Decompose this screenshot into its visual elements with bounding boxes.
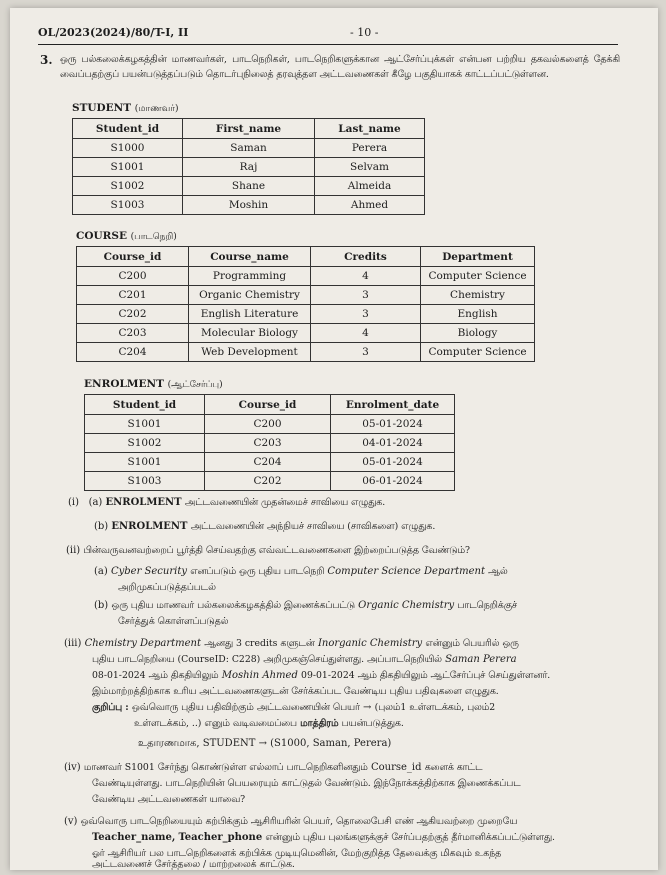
table-cell: S1001 <box>85 453 205 472</box>
question-text: எனப்படும் ஒரு புதிய பாடநெறி <box>190 566 325 577</box>
table-row <box>77 305 535 324</box>
question-iv-line3: வேண்டிய அட்டவணைகள் யாவை? <box>92 794 246 805</box>
table-cell: Molecular Biology <box>189 324 311 343</box>
question-i-b <box>94 519 435 535</box>
table-cell: Shane <box>183 177 315 196</box>
table-header-row <box>73 119 425 139</box>
note-label: குறிப்பு : <box>92 702 129 713</box>
table-cell: C202 <box>205 472 331 491</box>
field-name: Course_id <box>370 762 422 773</box>
question-text: என்னும் புதிய புலங்களுக்குச் சேர்ப்பதற்குத் தீர்மானிக்கப்பட்டுள்ளது. <box>265 832 555 843</box>
question-text: என்னும் பெயரில் ஒரு <box>425 638 519 649</box>
enrolment-title-ta: (ஆட்சேர்ப்பு) <box>167 380 223 390</box>
table-row <box>77 343 535 362</box>
sub-number: (iii) <box>64 638 82 649</box>
enrolment-table-title <box>84 378 223 391</box>
column-header: Course_name <box>189 247 311 267</box>
student-table <box>72 118 425 215</box>
question-intro: ஒரு பல்கலைக்கழகத்தின் மாணவர்கள், பாடநெறிகள், பாடநெறிகளுக்கான ஆட்சேர்ப்புக்கள் என்பன பற்றிய தகவல்களைத் தேக்கி வைப்பதற்குப் பயன்படுத்தப்படும் தொடர்புநிலைத் தரவுத்தள அட்டவணைகள் கீழே பகுதியாகக் காட்டப்பட்டுள்ளன. <box>60 54 620 80</box>
question-text: ஆல் <box>488 566 508 577</box>
student-name: Saman Perera <box>445 654 517 665</box>
course-table-title <box>76 230 177 243</box>
sub-number: (v) <box>64 816 78 827</box>
question-text: அட்டவணையின் அந்நியச் சாவியை (சாவிகளை) எழுதுக. <box>190 521 436 532</box>
question-text: புதிய பாடநெறியை (CourseID: C228) அறிமுகஞ்செய்துள்ளது. அப்பாடநெறியில் <box>92 654 442 665</box>
field-name: Teacher_phone <box>178 832 263 843</box>
question-text: ஒரு புதிய மாணவர் பல்கலைக்கழகத்தில் இணைக்கப்பட்டு <box>111 600 355 611</box>
table-row <box>85 434 455 453</box>
table-cell: Almeida <box>315 177 425 196</box>
column-header: Course_id <box>205 395 331 415</box>
table-name: ENROLMENT <box>105 497 182 508</box>
table-cell: 4 <box>311 267 421 286</box>
table-header-row <box>77 247 535 267</box>
part-number: (a) <box>88 497 103 508</box>
table-cell: Moshin <box>183 196 315 215</box>
question-iii-line3 <box>92 668 550 684</box>
question-v-line2 <box>92 830 555 846</box>
question-iv-line2: வேண்டியுள்ளது. பாடநெறியின் பெயரையும் காட்டுதல் வேண்டும். இந்நோக்கத்திற்காக இணைக்கப்பட <box>92 778 521 789</box>
question-i-a <box>68 495 385 511</box>
table-cell: C200 <box>205 415 331 434</box>
question-text: 08-01-2024 ஆம் திகதியிலும் <box>92 670 219 681</box>
table-cell: Saman <box>183 139 315 158</box>
enrolment-table <box>84 394 455 491</box>
table-row <box>77 286 535 305</box>
page-number: - 10 - <box>350 26 379 39</box>
table-cell: Web Development <box>189 343 311 362</box>
table-cell: C203 <box>205 434 331 453</box>
sub-number: (ii) <box>66 545 81 556</box>
course-name: Organic Chemistry <box>358 600 455 611</box>
table-cell: S1002 <box>73 177 183 196</box>
separator: , <box>171 832 176 843</box>
table-name: ENROLMENT <box>111 521 188 532</box>
part-number: (b) <box>94 600 109 611</box>
table-cell: 3 <box>311 343 421 362</box>
column-header: Student_id <box>73 119 183 139</box>
table-cell: 05-01-2024 <box>331 453 455 472</box>
table-cell: C200 <box>77 267 189 286</box>
paper-code: OL/2023(2024)/80/T-I, II <box>38 26 189 39</box>
table-row <box>77 324 535 343</box>
table-cell: C202 <box>77 305 189 324</box>
column-header: Last_name <box>315 119 425 139</box>
question-text: மாணவர் S1001 சேர்ந்து கொண்டுள்ள எல்லாப் பாடநெறிகளினதும் <box>83 762 368 773</box>
table-cell: Chemistry <box>421 286 535 305</box>
question-text: 09-01-2024 ஆம் திகதியிலும் ஆட்சேர்ப்புச் செய்துள்ளனர். <box>301 670 551 681</box>
table-cell: 4 <box>311 324 421 343</box>
table-cell: Organic Chemistry <box>189 286 311 305</box>
question-text: ஆனது 3 credits களுடன் <box>204 638 315 649</box>
page-header <box>38 26 638 42</box>
table-cell: Biology <box>421 324 535 343</box>
table-row <box>73 196 425 215</box>
question-text: களைக் காட்ட <box>424 762 483 773</box>
table-header-row <box>85 395 455 415</box>
table-cell: C201 <box>77 286 189 305</box>
question-ii-a-line2: அறிமுகப்படுத்தப்படல் <box>118 582 216 593</box>
arrow-icon: → <box>363 702 372 713</box>
column-header: Enrolment_date <box>331 395 455 415</box>
question-v-line1 <box>64 814 517 830</box>
student-title-en: STUDENT <box>72 102 132 114</box>
column-header: Department <box>421 247 535 267</box>
table-cell: English <box>421 305 535 324</box>
table-cell: Ahmed <box>315 196 425 215</box>
table-cell: S1003 <box>85 472 205 491</box>
question-ii-b <box>94 598 517 614</box>
table-row <box>85 453 455 472</box>
sub-number: (iv) <box>64 762 81 773</box>
course-name: Cyber Security <box>110 566 187 577</box>
table-cell: C204 <box>205 453 331 472</box>
table-cell: S1001 <box>85 415 205 434</box>
question-iv-line1 <box>64 760 482 776</box>
course-title-ta: (பாடநெறி) <box>130 232 177 242</box>
course-name: Inorganic Chemistry <box>317 638 423 649</box>
note-text: உள்ளடக்கம், ..) எனும் வடிவமைப்பை <box>134 718 297 729</box>
table-row <box>85 472 455 491</box>
field-name: Teacher_name <box>92 832 172 843</box>
table-cell: S1002 <box>85 434 205 453</box>
student-table-title <box>72 102 178 115</box>
note-text: ஒவ்வொரு புதிய பதிவிற்கும் அட்டவணையின் பெயர் <box>131 702 360 713</box>
question-iii-example: உதாரணமாக, STUDENT → (S1000, Saman, Perera) <box>138 738 392 749</box>
student-name: Moshin Ahmed <box>221 670 298 681</box>
enrolment-title-en: ENROLMENT <box>84 378 164 390</box>
column-header: Student_id <box>85 395 205 415</box>
column-header: First_name <box>183 119 315 139</box>
table-cell: 3 <box>311 305 421 324</box>
table-cell: Perera <box>315 139 425 158</box>
table-cell: 06-01-2024 <box>331 472 455 491</box>
table-cell: S1000 <box>73 139 183 158</box>
table-cell: 04-01-2024 <box>331 434 455 453</box>
table-row <box>73 158 425 177</box>
table-cell: 05-01-2024 <box>331 415 455 434</box>
student-title-ta: (மாணவர்) <box>134 104 179 114</box>
question-number: 3. <box>40 53 53 67</box>
part-number: (b) <box>94 521 109 532</box>
sub-number: (i) <box>68 497 80 508</box>
question-ii-b-line2: சேர்த்துக் கொள்ளப்படுதல் <box>118 616 229 627</box>
column-header: Credits <box>311 247 421 267</box>
table-row <box>85 415 455 434</box>
part-number: (a) <box>94 566 108 577</box>
table-cell: 3 <box>311 286 421 305</box>
column-header: Course_id <box>77 247 189 267</box>
table-row <box>73 139 425 158</box>
question-iii-line2 <box>92 652 517 668</box>
table-cell: C203 <box>77 324 189 343</box>
question-text: அட்டவணையின் முதன்மைச் சாவியை எழுதுக. <box>184 497 386 508</box>
note-emphasis: மாத்திரம் <box>300 718 339 729</box>
question-text: பாடநெறிக்குச் <box>457 600 518 611</box>
department-name: Chemistry Department <box>84 638 201 649</box>
course-table <box>76 246 535 362</box>
table-cell: English Literature <box>189 305 311 324</box>
table-cell: Raj <box>183 158 315 177</box>
exam-page <box>10 8 658 870</box>
question-iii-line1 <box>64 636 519 652</box>
table-row <box>77 267 535 286</box>
table-cell: Programming <box>189 267 311 286</box>
course-title-en: COURSE <box>76 230 127 242</box>
note-text: பயன்படுத்துக. <box>341 718 404 729</box>
question-iii-note-line2 <box>134 716 404 732</box>
table-cell: Selvam <box>315 158 425 177</box>
question-v-line4: அட்டவணைச் சேர்த்தலை / மாற்றலைக் காட்டுக. <box>92 859 295 870</box>
question-iii-line4: இம்மாற்றத்திற்காக உரிய அட்டவணைகளுடன் சேர்க்கப்பட வேண்டிய புதிய பதிவுகளை எழுதுக. <box>92 686 499 697</box>
question-iii-note <box>92 700 495 716</box>
question-v-line3: ஓர் ஆசிரியர் பல பாடநெறிகளைக் கற்பிக்க முடியுமெனின், மேற்குறித்த தேவைக்கு மிகவும் உகந்த <box>92 848 502 859</box>
table-row <box>73 177 425 196</box>
table-cell: Computer Science <box>421 343 535 362</box>
header-rule <box>38 44 618 45</box>
question-ii-a <box>94 564 508 580</box>
table-cell: S1001 <box>73 158 183 177</box>
question-text: பின்வருவனவற்றைப் பூர்த்தி செய்வதற்கு எவ்வட்டவணைகளை இற்றைப்படுத்த வேண்டும்? <box>83 545 470 556</box>
table-cell: S1003 <box>73 196 183 215</box>
question-text: ஒவ்வொரு பாடநெறியையும் கற்பிக்கும் ஆசிரியரின் பெயர், தொலைபேசி எண் ஆகியவற்றை முறையே <box>80 816 518 827</box>
question-ii <box>66 543 470 559</box>
department-name: Computer Science Department <box>327 566 485 577</box>
table-cell: Computer Science <box>421 267 535 286</box>
table-cell: C204 <box>77 343 189 362</box>
note-text: (புலம்1 உள்ளடக்கம், புலம்2 <box>374 702 496 713</box>
